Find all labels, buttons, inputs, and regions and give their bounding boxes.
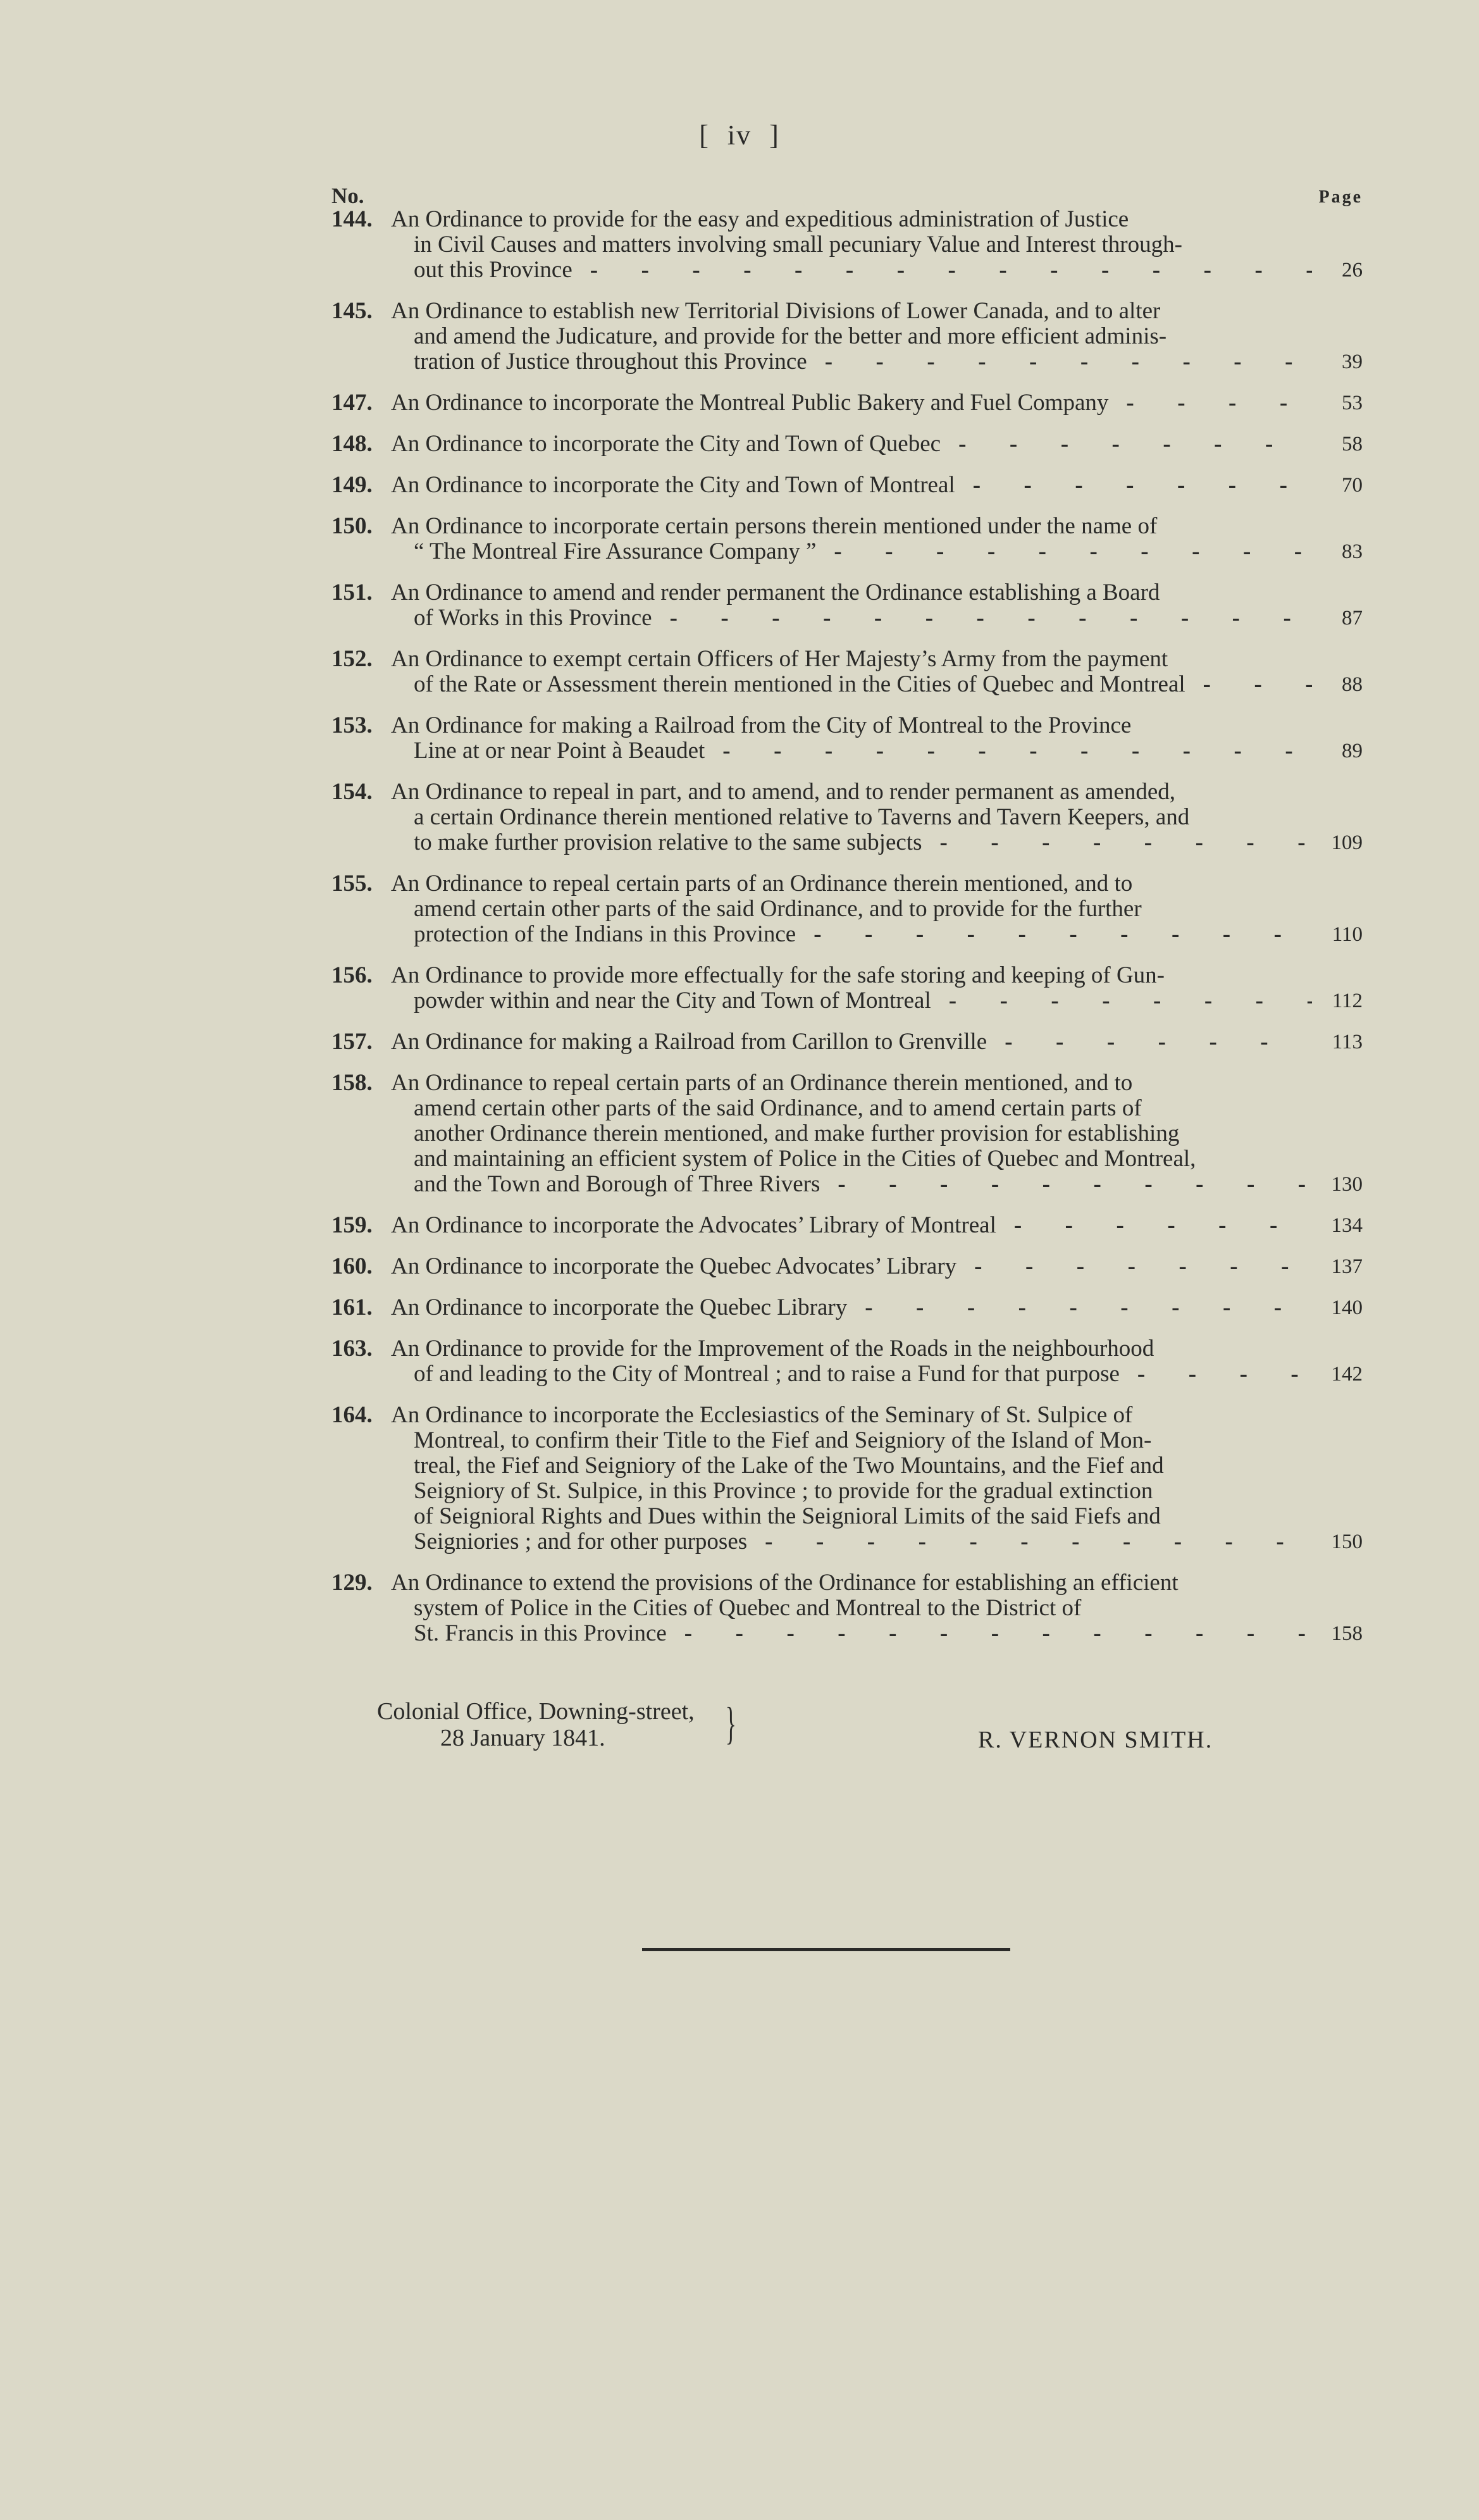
entry-line	[391, 922, 1312, 947]
entry-number: 163.	[331, 1336, 373, 1362]
entry-line-text: “ The Montreal Fire Assurance Company ”	[414, 538, 817, 564]
entry-page-number: 58	[1342, 433, 1363, 456]
entry-line-text: and the Town and Borough of Three Rivers	[414, 1171, 820, 1197]
entry-line	[391, 390, 1289, 416]
number-column-header: No.	[331, 183, 364, 208]
toc-entry	[331, 779, 1363, 855]
entry-line: treal, the Fief and Seigniory of the Lake of the Two Mountains, and the Fief and	[414, 1453, 1164, 1479]
entry-page-number: 110	[1332, 923, 1363, 946]
entry-line	[391, 1529, 1312, 1555]
entry-line-text: to make further provision relative to the same subjects	[414, 829, 922, 855]
entry-number: 153.	[331, 712, 373, 738]
entry-line-text: of Works in this Province	[414, 605, 652, 631]
entry-number: 144.	[331, 206, 373, 232]
dot-leader	[941, 431, 1289, 457]
toc-entry	[331, 580, 1363, 631]
entry-page-number: 158	[1331, 1622, 1363, 1645]
brace-mark: }	[725, 1698, 736, 1749]
toc-entry	[331, 299, 1363, 375]
entry-number: 152.	[331, 646, 373, 672]
table-of-contents	[331, 207, 1363, 1662]
signature: R. VERNON SMITH.	[978, 1727, 1213, 1753]
entry-line: in Civil Causes and matters involving small pecuniary Value and Interest through-	[414, 232, 1182, 258]
entry-line-text: of the Rate or Assessment therein mentioned in the Cities of Quebec and Montreal	[414, 671, 1185, 697]
dot-leader	[796, 922, 1312, 947]
dot-leader	[747, 1529, 1312, 1555]
entry-line: An Ordinance to provide for the Improvement of the Roads in the neighbourhood	[391, 1336, 1154, 1362]
entry-number: 149.	[331, 472, 373, 498]
dot-leader	[955, 473, 1289, 498]
entry-line	[391, 258, 1312, 283]
entry-line	[391, 605, 1312, 631]
toc-entry	[331, 514, 1363, 564]
entry-page-number: 142	[1331, 1363, 1363, 1386]
entry-page-number: 109	[1331, 831, 1363, 854]
entry-line: and maintaining an efficient system of Police in the Cities of Quebec and Montreal,	[414, 1146, 1196, 1172]
entry-line: An Ordinance to repeal in part, and to amend, and to render permanent as amended,	[391, 779, 1176, 805]
entry-line: An Ordinance to establish new Territorial Divisions of Lower Canada, and to alter	[391, 298, 1161, 324]
toc-entry	[331, 207, 1363, 283]
entry-number: 161.	[331, 1294, 373, 1320]
entry-page-number: 53	[1342, 392, 1363, 414]
entry-line: An Ordinance to repeal certain parts of an Ordinance therein mentioned, and to	[391, 871, 1133, 897]
dot-leader	[807, 349, 1312, 375]
entry-line	[391, 1254, 1289, 1279]
dot-leader	[572, 258, 1312, 283]
entry-line	[391, 1029, 1289, 1055]
entry-page-number: 88	[1342, 673, 1363, 696]
toc-entry	[331, 1295, 1363, 1320]
entry-number: 147.	[331, 390, 373, 416]
open-bracket: [	[699, 120, 710, 151]
entry-number: 155.	[331, 871, 373, 897]
entry-line-text: out this Province	[414, 257, 572, 283]
entry-page-number: 140	[1331, 1296, 1363, 1319]
entry-line-text: Seigniories ; and for other purposes	[414, 1529, 748, 1555]
signoff	[377, 1698, 1326, 1767]
entry-number: 156.	[331, 962, 373, 988]
entry-line-text: An Ordinance to incorporate the Advocates’ Library of Montreal	[391, 1212, 996, 1238]
entry-page-number: 70	[1342, 474, 1363, 497]
entry-page-number: 26	[1342, 259, 1363, 282]
entry-page-number: 89	[1342, 740, 1363, 762]
entry-line-text: An Ordinance for making a Railroad from Carillon to Grenville	[391, 1029, 987, 1055]
entry-number: 157.	[331, 1029, 373, 1055]
entry-line-text: protection of the Indians in this Province	[414, 921, 796, 947]
signoff-date: 28 January 1841.	[440, 1725, 605, 1751]
close-bracket: ]	[769, 120, 780, 151]
entry-page-number: 39	[1342, 351, 1363, 373]
entry-line: and amend the Judicature, and provide for the better and more efficient adminis-	[414, 323, 1167, 349]
toc-entry	[331, 473, 1363, 498]
toc-entry	[331, 1254, 1363, 1279]
entry-line-text: tration of Justice throughout this Province	[414, 349, 807, 375]
dot-leader	[956, 1254, 1289, 1279]
entry-page-number: 83	[1342, 540, 1363, 563]
entry-line: of Seignioral Rights and Dues within the Seignioral Limits of the said Fiefs and	[414, 1503, 1161, 1529]
entry-page-number: 134	[1331, 1214, 1363, 1237]
entry-number: 154.	[331, 779, 373, 805]
entry-line: a certain Ordinance therein mentioned relative to Taverns and Tavern Keepers, and	[414, 804, 1190, 830]
page-number-text: iv	[727, 120, 752, 151]
toc-entry	[331, 1403, 1363, 1555]
entry-line: An Ordinance to provide more effectually for the safe storing and keeping of Gun-	[391, 962, 1165, 988]
entry-number: 158.	[331, 1070, 373, 1096]
office-address: Colonial Office, Downing-street,	[377, 1698, 695, 1725]
entry-line-text: An Ordinance to incorporate the City and Town of Quebec	[391, 431, 941, 457]
entry-number: 160.	[331, 1253, 373, 1279]
dot-leader	[652, 605, 1312, 631]
entry-line	[391, 1172, 1312, 1197]
entry-line-text: of and leading to the City of Montreal ; and to raise a Fund for that purpose	[414, 1361, 1120, 1387]
toc-entry	[331, 1213, 1363, 1238]
closing-rule	[642, 1948, 1010, 1951]
entry-number: 164.	[331, 1402, 373, 1428]
entry-page-number: 137	[1331, 1255, 1363, 1278]
toc-entry	[331, 871, 1363, 947]
dot-leader	[987, 1029, 1289, 1055]
entry-line: An Ordinance to provide for the easy and expeditious administration of Justice	[391, 206, 1129, 232]
toc-entry	[331, 647, 1363, 697]
entry-line	[391, 672, 1312, 697]
entry-line	[391, 539, 1312, 564]
entry-line: An Ordinance to exempt certain Officers of Her Majesty’s Army from the payment	[391, 646, 1168, 672]
entry-number: 129.	[331, 1570, 373, 1596]
dot-leader	[931, 988, 1312, 1014]
toc-entry	[331, 431, 1363, 457]
toc-entry	[331, 713, 1363, 764]
entry-line: An Ordinance to extend the provisions of the Ordinance for establishing an efficient	[391, 1570, 1179, 1596]
toc-entry	[331, 1570, 1363, 1646]
entry-number: 148.	[331, 431, 373, 457]
entry-page-number: 113	[1332, 1031, 1363, 1053]
entry-line: system of Police in the Cities of Quebec and Montreal to the District of	[414, 1595, 1082, 1621]
entry-line	[391, 738, 1312, 764]
entry-line-text: Line at or near Point à Beaudet	[414, 738, 705, 764]
toc-entry	[331, 1071, 1363, 1197]
entry-line: amend certain other parts of the said Ordinance, and to amend certain parts of	[414, 1095, 1142, 1121]
entry-line	[391, 1295, 1289, 1320]
entry-line: another Ordinance therein mentioned, and make further provision for establishing	[414, 1120, 1180, 1146]
entry-line: An Ordinance to incorporate certain persons therein mentioned under the name of	[391, 513, 1158, 539]
entry-page-number: 150	[1331, 1530, 1363, 1553]
entry-number: 150.	[331, 513, 373, 539]
entry-number: 159.	[331, 1212, 373, 1238]
entry-line: An Ordinance to incorporate the Ecclesiastics of the Seminary of St. Sulpice of	[391, 1402, 1133, 1428]
entry-line-text: An Ordinance to incorporate the City and Town of Montreal	[391, 472, 955, 498]
dot-leader	[922, 830, 1313, 855]
dot-leader	[667, 1621, 1312, 1646]
entry-page-number: 130	[1331, 1173, 1363, 1196]
entry-line-text: An Ordinance to incorporate the Quebec Library	[391, 1294, 848, 1320]
entry-line	[391, 1362, 1312, 1387]
toc-entry	[331, 1336, 1363, 1387]
entry-number: 145.	[331, 298, 373, 324]
dot-leader	[820, 1172, 1312, 1197]
toc-entry	[331, 390, 1363, 416]
page-column-header: Page	[1318, 187, 1363, 207]
toc-entry	[331, 1029, 1363, 1055]
dot-leader	[705, 738, 1312, 764]
dot-leader	[1120, 1362, 1312, 1387]
dot-leader	[847, 1295, 1289, 1320]
entry-line	[391, 473, 1289, 498]
entry-page-number: 87	[1342, 607, 1363, 630]
entry-line	[391, 1213, 1289, 1238]
dot-leader	[816, 539, 1312, 564]
entry-line: An Ordinance to amend and render permanent the Ordinance establishing a Board	[391, 580, 1160, 605]
entry-line: Montreal, to confirm their Title to the Fief and Seigniory of the Island of Mon-	[414, 1427, 1152, 1453]
toc-entry	[331, 963, 1363, 1014]
entry-line-text: An Ordinance to incorporate the Montreal Public Bakery and Fuel Company	[391, 390, 1109, 416]
entry-line	[391, 830, 1312, 855]
entry-line: An Ordinance to repeal certain parts of an Ordinance therein mentioned, and to	[391, 1070, 1133, 1096]
entry-page-number: 112	[1332, 990, 1363, 1012]
entry-line-text: powder within and near the City and Town of Montreal	[414, 988, 931, 1014]
dot-leader	[996, 1213, 1289, 1238]
dot-leader	[1108, 390, 1289, 416]
entry-line: amend certain other parts of the said Ordinance, and to provide for the further	[414, 896, 1142, 922]
page-number	[0, 119, 1479, 151]
entry-line	[391, 988, 1312, 1014]
entry-line: Seigniory of St. Sulpice, in this Province ; to provide for the gradual extinction	[414, 1478, 1153, 1504]
entry-line	[391, 431, 1289, 457]
entry-line-text: An Ordinance to incorporate the Quebec Advocates’ Library	[391, 1253, 957, 1279]
entry-line	[391, 1621, 1312, 1646]
entry-line: An Ordinance for making a Railroad from the City of Montreal to the Province	[391, 712, 1132, 738]
entry-line	[391, 349, 1312, 375]
entry-number: 151.	[331, 580, 373, 605]
entry-line-text: St. Francis in this Province	[414, 1620, 667, 1646]
